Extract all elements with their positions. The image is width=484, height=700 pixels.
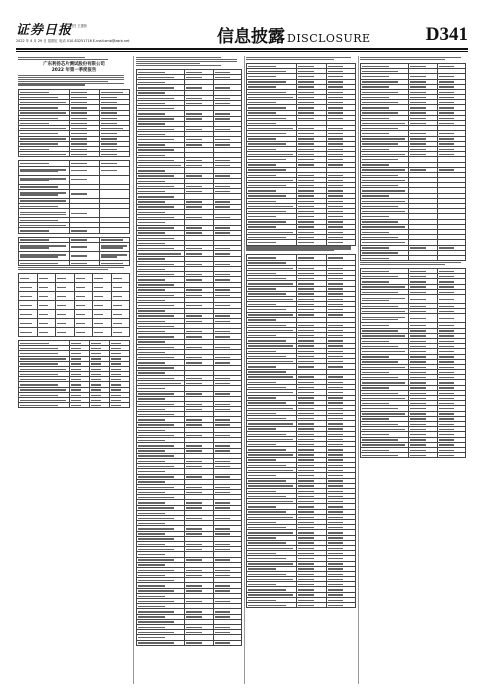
column-divider — [133, 56, 134, 684]
column-3 — [246, 56, 356, 684]
balance-sheet-table — [136, 69, 242, 646]
masthead-rule-thin — [16, 51, 468, 52]
page-number: D341 — [425, 24, 468, 45]
editor-info: 责任 王建伟 — [70, 24, 87, 28]
newspaper-logo: 证券日报 — [16, 23, 73, 38]
shareholders-table — [18, 273, 130, 337]
header-text-block — [18, 57, 130, 60]
cash-flow-table — [246, 254, 356, 608]
date-contact-line: 2022 年 4 月 29 日 星期五 电话 010-83251716 E-mail:zmb@zqrb.net — [16, 39, 130, 43]
income-statement-table — [246, 63, 356, 246]
top-holders-table — [18, 340, 130, 408]
section-text — [136, 57, 242, 66]
column-divider — [244, 56, 245, 684]
financial-table — [18, 89, 130, 157]
company-name: 广东利扬芯片测试股份有限公司 — [43, 61, 105, 67]
column-1 — [18, 56, 130, 684]
parent-income-table — [360, 268, 466, 458]
nonrecurring-items-table — [18, 160, 130, 233]
intro-text — [18, 75, 130, 86]
report-header — [18, 62, 130, 74]
report-title: 2022 年第一季度报告 — [51, 67, 97, 73]
section-title — [217, 22, 371, 47]
section-title-en: DISCLOSURE — [287, 32, 371, 45]
changes-table — [18, 237, 130, 266]
masthead-rule — [16, 48, 468, 50]
masthead — [16, 16, 468, 46]
parent-balance-sheet-table — [360, 63, 466, 261]
column-divider — [358, 56, 359, 684]
section-title-cn: 信息披露 — [217, 27, 285, 47]
column-4 — [360, 56, 466, 684]
column-2 — [136, 56, 242, 684]
